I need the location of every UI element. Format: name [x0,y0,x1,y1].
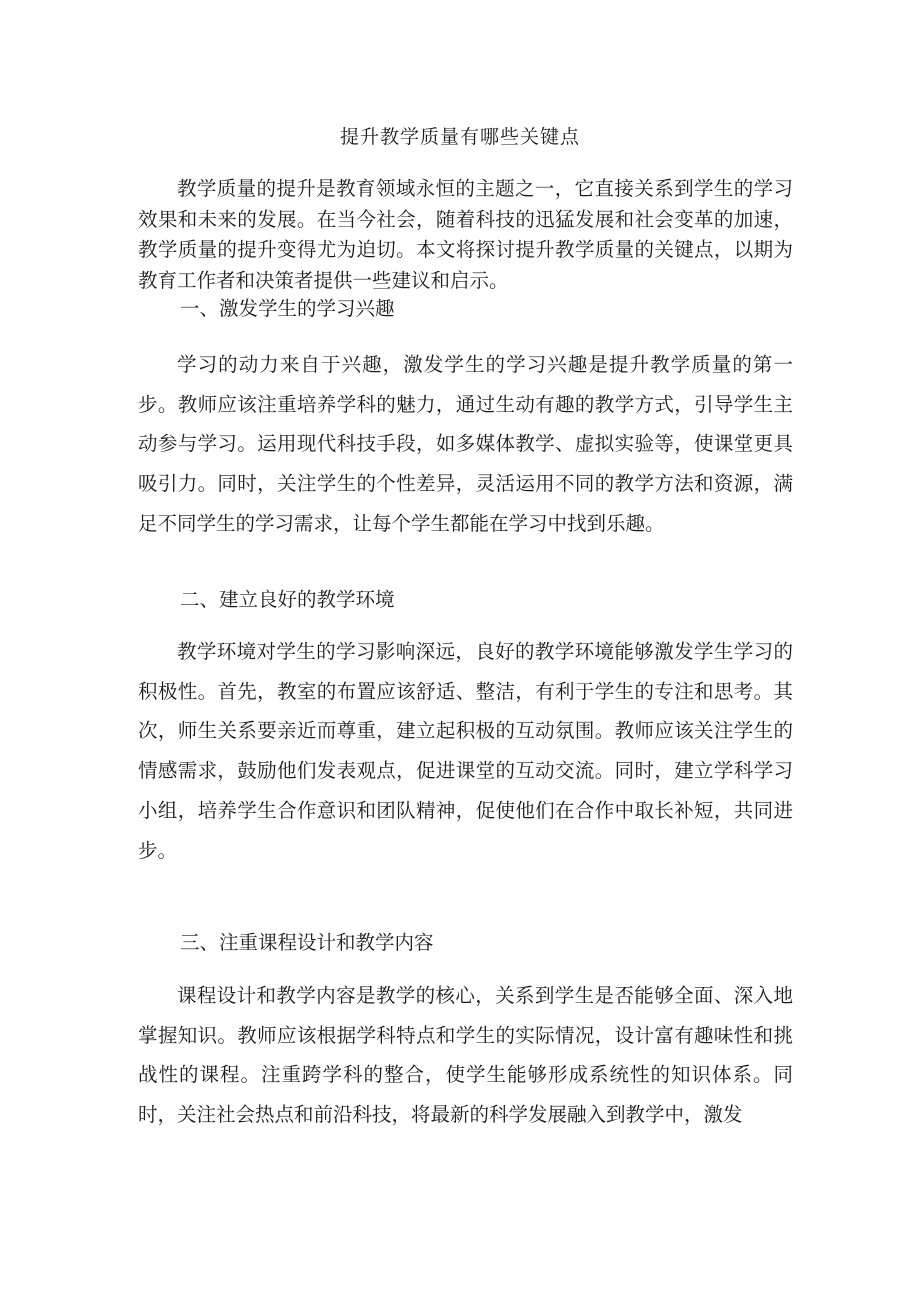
section-body-1: 学习的动力来自于兴趣，激发学生的学习兴趣是提升教学质量的第一步。教师应该注重培养学科的魅力，通过生动有趣的教学方式，引导学生主动参与学习。运用现代科技手段，如多媒体教学、虚拟实验等，使课堂更具吸引力。同时，关注学生的个性差异，灵活运用不同的教学方法和资源，满足不同学生的学习需求，让每个学生都能在学习中找到乐趣。 [138,353,793,535]
intro-paragraph: 教学质量的提升是教育领域永恒的主题之一，它直接关系到学生的学习效果和未来的发展。在当今社会，随着科技的迅猛发展和社会变革的加速，教学质量的提升变得尤为迫切。本文将探讨提升教学质量的关键点，以期为教育工作者和决策者提供一些建议和启示。 [138,177,793,292]
section-heading-1: 一、激发学生的学习兴趣 [180,297,395,320]
section-body-3: 课程设计和教学内容是教学的核心，关系到学生是否能够全面、深入地掌握知识。教师应该根据学科特点和学生的实际情况，设计富有趣味性和挑战性的课程。注重跨学科的整合，使学生能够形成系统性的知识体系。同时，关注社会热点和前沿科技，将最新的科学发展融入到教学中，激发 [138,984,793,1127]
section-heading-3: 三、注重课程设计和教学内容 [180,931,434,954]
section-body-2: 教学环境对学生的学习影响深远，良好的教学环境能够激发学生学习的积极性。首先，教室的布置应该舒适、整洁，有利于学生的专注和思考。其次，师生关系要亲近而尊重，建立起积极的互动氛围。教师应该关注学生的情感需求，鼓励他们发表观点，促进课堂的互动交流。同时，建立学科学习小组，培养学生合作意识和团队精神，促使他们在合作中取长补短，共同进步。 [138,640,793,862]
document-title: 提升教学质量有哪些关键点 [339,126,580,148]
section-heading-2: 二、建立良好的教学环境 [180,588,395,611]
